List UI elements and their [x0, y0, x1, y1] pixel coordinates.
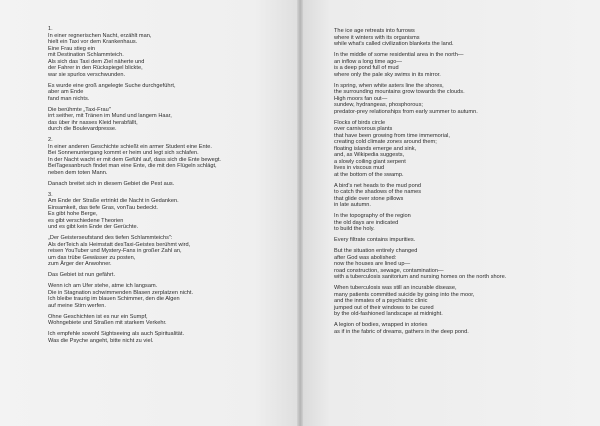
- poem-line: aber am Ende: [48, 89, 84, 95]
- poem-line: while what's called civilization blankets the land.: [334, 41, 454, 47]
- poem-line: and, as Wikipedia suggests,: [334, 152, 405, 158]
- poem-line: Ich empfehle sowohl Sightseeing als auch Spiritualität.: [48, 331, 185, 337]
- poem-stanza: [334, 120, 580, 179]
- poem-stanza: [48, 192, 284, 231]
- poem-line: that glide over stone pillows: [334, 195, 404, 202]
- poem-line: Es wurde eine groß angelegte Suche durchgeführt,: [48, 82, 176, 89]
- poem-stanza: [48, 314, 284, 327]
- poem-line: Flocks of birds circle: [334, 119, 386, 126]
- poem-stanza: [48, 235, 284, 268]
- poem-stanza: [334, 237, 580, 244]
- poem-line: High moors fan out—: [334, 95, 388, 102]
- poem-line: Wenn ich am Ufer stehe, atme ich langsam.: [48, 283, 158, 289]
- poem-line: by the old-fashioned landscape at midnight.: [334, 311, 443, 317]
- poem-line: to catch the shadows of the names: [334, 189, 422, 195]
- poem-line: floating islands emerge and sink,: [334, 145, 417, 152]
- poem-line: Am Ende der Straße ertrinkt die Nacht in Gedanken.: [48, 198, 179, 204]
- poem-line: lives in viscous mud: [334, 165, 385, 171]
- poem-line: that have been growing from time immemorial,: [334, 132, 450, 139]
- poem-line: But the situation entirely changed: [334, 248, 418, 254]
- poem-line: 2.: [48, 137, 53, 143]
- poem-line: Als derTeich als Heimstatt desTaxi-Geistes berühmt wird,: [48, 241, 191, 248]
- poem-line: um das trübe Gewässer zu posten,: [48, 254, 136, 261]
- poem-line: Die berühmte „Taxi-Frau": [48, 106, 111, 113]
- poem-line: neben dem toten Mann.: [48, 169, 108, 176]
- poem-line: creating cold climate zones around them;: [334, 139, 437, 145]
- poem-line: 1.: [48, 26, 53, 32]
- poem-line: Bei Sonnenuntergang kommt er heim und legt sich schlafen.: [48, 150, 199, 156]
- poem-line: In einer anderen Geschichte schießt ein armer Student eine Ente.: [48, 143, 212, 150]
- poem-line: in late autumn.: [334, 202, 371, 208]
- poem-line: many patients committed suicide by going into the moor,: [334, 291, 475, 298]
- poem-stanza: [48, 331, 284, 344]
- poem-line: Ich bleibe traurig im blauen Schimmer, den die Algen: [48, 296, 180, 302]
- poem-line: In der Nacht wacht er mit dem Gefühl auf, dass sich die Ente bewegt.: [48, 156, 221, 163]
- poem-line: 3.: [48, 191, 53, 198]
- poem-line: auf meine Stirn werfen.: [48, 302, 106, 309]
- poem-line: mit Destination Schlammteich.: [48, 52, 124, 58]
- poem-line: predator-prey relationships from early summer to autumn.: [334, 108, 478, 115]
- right-page-text: [334, 28, 580, 340]
- poem-line: The ice age retreats into furrows: [334, 28, 415, 34]
- poem-line: In spring, when white asters line the shores,: [334, 82, 444, 89]
- poem-line: Eine Frau stieg ein: [48, 45, 96, 52]
- poem-line: where only the pale sky swims in its mirror.: [334, 71, 441, 78]
- poem-stanza: [334, 322, 580, 335]
- poem-line: sundew, hydrangeas, phosphorous;: [334, 102, 423, 108]
- poem-line: fand man nichts.: [48, 95, 90, 102]
- poem-line: Als sich das Taxi dem Ziel näherte und: [48, 58, 145, 65]
- poem-stanza: [48, 283, 284, 309]
- poem-line: and the inmates of a psychiatric clinic: [334, 298, 428, 304]
- poem-line: Die in Stagnation schwimmenden Blasen zerplatzen nicht.: [48, 289, 194, 296]
- poem-line: Das Gebiet ist nun gefährt.: [48, 272, 116, 278]
- poem-line: Was die Psyche angeht, bitte nicht zu viel.: [48, 337, 154, 344]
- poem-stanza: [48, 181, 284, 188]
- poem-line: to build the holy.: [334, 226, 375, 232]
- poem-line: When tuberculosis was still an incurable disease,: [334, 285, 457, 291]
- poem-line: In einer regnerischen Nacht, erzählt man,: [48, 32, 152, 39]
- poem-line: A bird's net heads to the mud pond: [334, 182, 421, 189]
- poem-line: es gibt verschiedene Theorien: [48, 217, 124, 224]
- poem-line: is a deep pond full of mud: [334, 65, 399, 71]
- poem-stanza: [334, 183, 580, 209]
- poem-stanza: [334, 285, 580, 318]
- poem-line: irrt seither, mit Tränen im Mund und langem Haar,: [48, 113, 172, 119]
- book-gutter: [297, 0, 303, 426]
- poem-line: In the topography of the region: [334, 213, 411, 219]
- right-page: [300, 0, 600, 426]
- poem-stanza: [334, 248, 580, 281]
- poem-line: und es gibt kein Ende der Gerüchte.: [48, 224, 139, 230]
- poem-stanza: [334, 52, 580, 78]
- poem-line: at the bottom of the swamp.: [334, 171, 404, 178]
- poem-stanza: [48, 83, 284, 103]
- poem-stanza: [48, 137, 284, 176]
- poem-line: Es gibt hohe Berge,: [48, 211, 98, 217]
- poem-line: with a tuberculosis sanitorium and nursing homes on the north shore.: [334, 274, 507, 280]
- poem-line: a slowly coiling giant serpent: [334, 158, 406, 165]
- poem-line: over carnivorous plants: [334, 126, 393, 132]
- poem-stanza: [334, 83, 580, 116]
- poem-line: BeiTagesanbruch findet man eine Ente, die mit den Flügeln schlägt,: [48, 163, 217, 169]
- poem-stanza: [48, 107, 284, 133]
- poem-line: jumped out of their windows to be cured: [334, 304, 434, 311]
- poem-line: where it winters with its organisms: [334, 34, 420, 41]
- poem-stanza: [334, 28, 580, 48]
- poem-line: zum Ärger der Anwohner.: [48, 261, 112, 267]
- poem-line: hielt ein Taxi vor dem Krankenhaus.: [48, 39, 138, 45]
- poem-stanza: [48, 272, 284, 279]
- poem-line: Wohngebiete und Straßen mit starkem Verkehr.: [48, 320, 167, 326]
- poem-stanza: [334, 213, 580, 233]
- poem-line: Einsamkeit, das tiefe Gras, vonTau bedeckt.: [48, 204, 158, 211]
- poem-line: the old days are indicated: [334, 219, 399, 226]
- poem-line: as if in the fabric of dreams, gathers in the deep pond.: [334, 328, 469, 335]
- poem-line: Danach breitet sich in diesem Gebiet die Pest aus.: [48, 180, 175, 187]
- poem-line: reisen YouTuber und Mystery-Fans in großer Zahl an,: [48, 248, 182, 254]
- poem-line: In the middle of some residential area in the north—: [334, 52, 464, 58]
- poem-line: the surrounding mountains grow towards the clouds.: [334, 89, 465, 95]
- poem-line: „Der Geisterseufstand des tiefen Schlammteichs":: [48, 235, 173, 241]
- poem-line: war sie spurlos verschwunden.: [48, 71, 126, 78]
- poem-line: Every filtrate contains impurities.: [334, 237, 416, 243]
- poem-line: after God was abolished:: [334, 254, 397, 261]
- poem-line: A legion of bodies, wrapped in stories: [334, 322, 428, 328]
- poem-line: an inflow a long time ago—: [334, 58, 402, 65]
- poem-line: der Fahrer in den Rückspiegel blickte,: [48, 65, 143, 71]
- poem-line: road construction, sewage, contamination—: [334, 267, 444, 274]
- poem-line: now the houses are lined up—: [334, 261, 411, 267]
- poem-line: durch die Boulevardpresse.: [48, 126, 117, 132]
- left-page-text: [48, 26, 284, 349]
- poem-line: Ohne Geschichten ist es nur ein Sumpf,: [48, 313, 148, 320]
- poem-stanza: [48, 26, 284, 78]
- poem-line: das über ihr nasses Kleid herabfällt,: [48, 119, 138, 126]
